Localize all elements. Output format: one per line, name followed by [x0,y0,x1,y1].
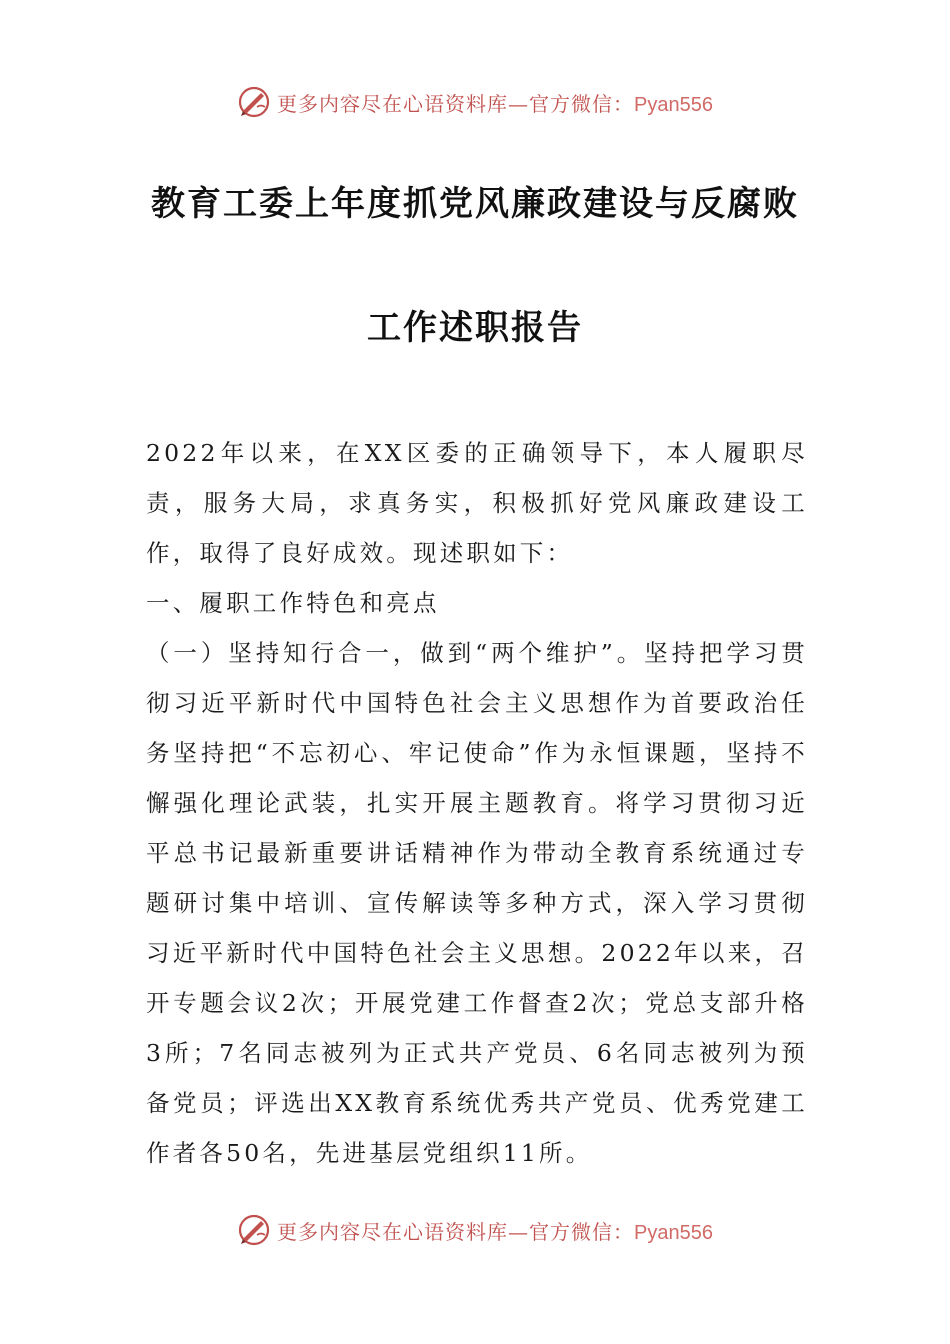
document-title-line2: 工作述职报告 [367,308,583,348]
watermark-text: 更多内容尽在心语资料库—官方微信：Pyan556 [277,1219,713,1244]
document-body [146,428,808,1178]
watermark-text: 更多内容尽在心语资料库—官方微信：Pyan556 [277,91,713,116]
pen-logo-icon [237,85,271,119]
paragraph-section-1: （一）坚持知行合一，做到“两个维护”。坚持把学习贯彻习近平新时代中国特色社会主义思想作为首要政治任务坚持把“不忘初心、牢记使命”作为永恒课题，坚持不懈强化理论武装，扎实开展主题教育。将学习贯彻习近平总书记最新重要讲话精神作为带动全教育系统通过专题研讨集中培训、宣传解读等多种方式，深入学习贯彻习近平新时代中国特色社会主义思想。2022年以来，召开专题会议2次；开展党建工作督查2次；党总支部升格3所；7名同志被列为正式共产党员、6名同志被列为预备党员；评选出XX教育系统优秀共产党员、优秀党建工作者各50名，先进基层党组织11所。 [146,639,808,1167]
wechat-id: Pyan556 [634,93,713,116]
section-heading: 一、履职工作特色和亮点 [146,589,440,617]
watermark-banner-bottom [0,1210,950,1250]
paragraph-intro: 2022年以来，在XX区委的正确领导下，本人履职尽责，服务大局，求真务实，积极抓好党风廉政建设工作，取得了良好成效。现述职如下： [146,439,808,567]
document-title-line1: 教育工委上年度抓党风廉政建设与反腐败 [151,184,799,224]
pen-logo-icon [237,1213,271,1247]
wechat-id: Pyan556 [634,1221,713,1244]
watermark-banner-top [0,82,950,122]
